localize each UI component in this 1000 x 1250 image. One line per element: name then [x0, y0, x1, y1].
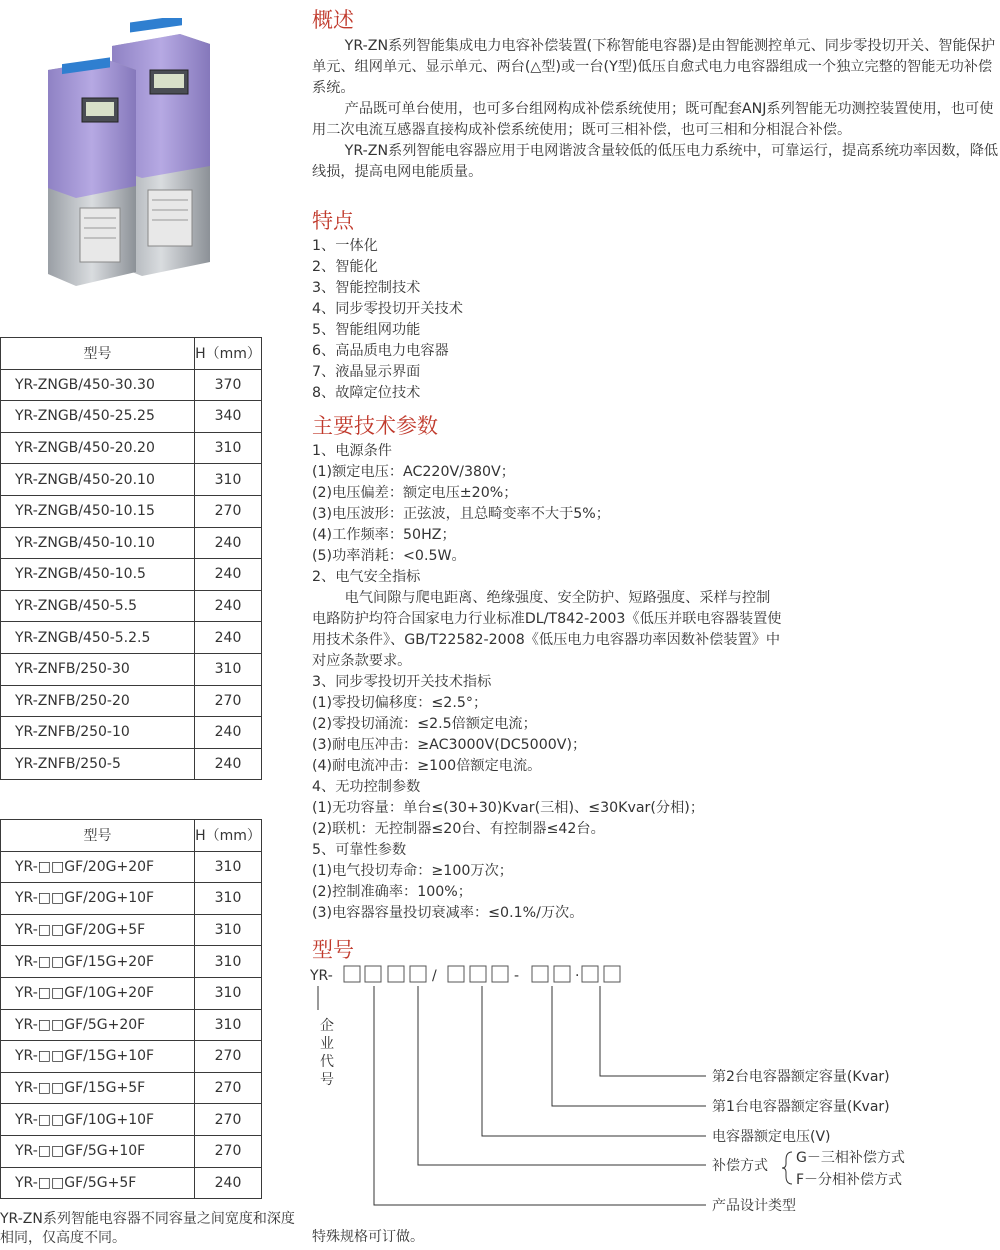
param-line: (2)控制准确率：100%；	[312, 884, 472, 900]
param-line: 用技术条件》、GB/T22582-2008《低压电力电容器功率因数补偿装置》中	[312, 632, 781, 648]
table-row	[1, 914, 262, 946]
height-cell: 270	[195, 685, 262, 717]
leader-line	[600, 986, 706, 1076]
code-box	[604, 966, 620, 982]
code-box	[554, 966, 570, 982]
height-cell: 340	[195, 401, 262, 433]
col-header-height: H（mm）	[195, 338, 262, 370]
heading-features: 特点	[312, 209, 354, 233]
table-row	[1, 1135, 262, 1167]
param-line: 1、电源条件	[312, 443, 392, 459]
company-code-char: 企	[320, 1018, 334, 1034]
param-line: (2)电压偏差：额定电压±20%；	[312, 485, 518, 501]
model-cell: YR-ZNGB/450-25.25	[1, 401, 195, 433]
param-line: (3)电容器容量投切衰减率：≤0.1%/万次。	[312, 905, 584, 921]
height-cell: 310	[195, 432, 262, 464]
col-header-model: 型号	[1, 820, 195, 852]
table-row	[1, 1072, 262, 1104]
model-height-table-2	[0, 819, 262, 1199]
code-box	[344, 966, 360, 982]
height-cell: 240	[195, 622, 262, 654]
code-box	[532, 966, 548, 982]
table-row	[1, 1041, 262, 1073]
param-line: (1)零投切偏移度：≤2.5°；	[312, 695, 488, 711]
company-code-char: 号	[320, 1072, 334, 1088]
model-cell: YR-□□GF/10G+20F	[1, 977, 195, 1009]
param-line: (1)额定电压：AC220V/380V；	[312, 464, 515, 480]
height-cell: 240	[195, 527, 262, 559]
capacitor-product-image	[20, 18, 290, 288]
model-cell: YR-□□GF/20G+10F	[1, 883, 195, 915]
param-line: (4)耐电流冲击：≥100倍额定电流。	[312, 758, 542, 774]
height-cell: 270	[195, 495, 262, 527]
list-item: 5、智能组网功能	[312, 322, 421, 338]
model-cell: YR-ZNFB/250-10	[1, 717, 195, 749]
height-cell: 240	[195, 559, 262, 591]
table-note: YR-ZN系列智能电容器不同容量之间宽度和深度相同，仅高度不同。	[0, 1211, 295, 1246]
table-row	[1, 653, 262, 685]
model-cell: YR-ZNGB/450-10.5	[1, 559, 195, 591]
params-text	[312, 441, 1000, 924]
height-cell: 270	[195, 1135, 262, 1167]
model-cell: YR-ZNGB/450-5.2.5	[1, 622, 195, 654]
table-row	[1, 464, 262, 496]
model-cell: YR-□□GF/15G+20F	[1, 946, 195, 978]
table-row	[1, 1104, 262, 1136]
code-box	[365, 966, 381, 982]
param-line: (4)工作频率：50HZ；	[312, 527, 456, 543]
model-cell: YR-ZNGB/450-10.10	[1, 527, 195, 559]
model-cell: YR-□□GF/20G+5F	[1, 914, 195, 946]
model-slash: /	[432, 968, 437, 984]
leader-line	[374, 986, 706, 1205]
param-line: (3)电压波形：正弦波，且总畸变率不大于5%；	[312, 506, 610, 522]
model-cell: YR-ZNGB/450-10.15	[1, 495, 195, 527]
model-dash: -	[514, 968, 520, 984]
list-item: 1、一体化	[312, 238, 378, 254]
height-cell: 310	[195, 977, 262, 1009]
list-item: 8、故障定位技术	[312, 385, 421, 401]
model-cell: YR-□□GF/10G+10F	[1, 1104, 195, 1136]
model-cell: YR-ZNFB/250-5	[1, 748, 195, 780]
code-box	[492, 966, 508, 982]
list-item: 4、同步零投切开关技术	[312, 301, 463, 317]
height-cell: 240	[195, 1167, 262, 1199]
legend-compensation-mode: 补偿方式	[712, 1158, 768, 1174]
model-cell: YR-□□GF/15G+10F	[1, 1041, 195, 1073]
legend-rated-voltage: 电容器额定电压(V)	[712, 1129, 831, 1145]
overview-paragraph-3: YR-ZN系列智能电容器应用于电网谐波含量较低的低压电力系统中，可靠运行，提高系统功率因数，降低线损，提高电网电能质量。	[312, 143, 999, 180]
table-row	[1, 748, 262, 780]
overview-paragraph-1: YR-ZN系列智能集成电力电容补偿装置(下称智能电容器)是由智能测控单元、同步零投切开关、智能保护单元、组网单元、显示单元、两台(△型)或一台(Y型)低压自愈式电力电容器组成一个独立完整的智能无功补偿系统。	[312, 38, 996, 96]
model-cell: YR-ZNGB/450-20.20	[1, 432, 195, 464]
table-header-row	[1, 338, 262, 370]
heading-model: 型号	[312, 938, 354, 962]
param-line: 对应条款要求。	[312, 653, 412, 669]
param-line: (3)耐电压冲击：≥AC3000V(DC5000V)；	[312, 737, 587, 753]
param-line: 5、可靠性参数	[312, 842, 407, 858]
table-row	[1, 401, 262, 433]
height-cell: 240	[195, 590, 262, 622]
table-header-row	[1, 820, 262, 852]
model-cell: YR-ZNFB/250-30	[1, 653, 195, 685]
height-cell: 310	[195, 946, 262, 978]
leader-line	[552, 986, 706, 1106]
table-row	[1, 883, 262, 915]
special-spec-note: 特殊规格可订做。	[312, 1229, 424, 1245]
leader-line	[482, 986, 706, 1136]
table-row	[1, 622, 262, 654]
table-row	[1, 1009, 262, 1041]
param-line: (1)无功容量：单台≤(30+30)Kvar(三相)、≤30Kvar(分相)；	[312, 800, 705, 816]
model-cell: YR-ZNGB/450-30.30	[1, 369, 195, 401]
param-line: (2)零投切涌流：≤2.5倍额定电流；	[312, 716, 537, 732]
code-box	[582, 966, 598, 982]
param-line: 电路防护均符合国家电力行业标准DL/T842-2003《低压并联电容器装置使	[312, 611, 782, 627]
height-cell: 310	[195, 1009, 262, 1041]
table-row	[1, 432, 262, 464]
overview-text	[312, 36, 1000, 183]
model-cell: YR-ZNGB/450-20.10	[1, 464, 195, 496]
model-height-table-1	[0, 337, 262, 780]
height-cell: 240	[195, 748, 262, 780]
model-prefix: YR-	[310, 968, 333, 984]
height-cell: 310	[195, 851, 262, 883]
table-row	[1, 527, 262, 559]
table-row	[1, 559, 262, 591]
col-header-model: 型号	[1, 338, 195, 370]
code-box	[410, 966, 426, 982]
param-line: 2、电气安全指标	[312, 569, 421, 585]
list-item: 2、智能化	[312, 259, 378, 275]
model-code-diagram	[310, 960, 1000, 1220]
capacitor-unit-front	[48, 57, 136, 286]
param-line: 4、无功控制参数	[312, 779, 421, 795]
height-cell: 310	[195, 914, 262, 946]
table-row	[1, 946, 262, 978]
height-cell: 310	[195, 464, 262, 496]
model-cell: YR-□□GF/5G+5F	[1, 1167, 195, 1199]
table-row	[1, 685, 262, 717]
company-code-char: 业	[320, 1036, 334, 1052]
model-cell: YR-□□GF/5G+10F	[1, 1135, 195, 1167]
table-row	[1, 717, 262, 749]
height-cell: 310	[195, 883, 262, 915]
list-item: 3、智能控制技术	[312, 280, 421, 296]
table-row	[1, 977, 262, 1009]
list-item: 6、高品质电力电容器	[312, 343, 449, 359]
table-row	[1, 851, 262, 883]
brace-icon	[782, 1152, 792, 1184]
param-line: 电气间隙与爬电距离、绝缘强度、安全防护、短路强度、采样与控制	[344, 590, 771, 606]
model-cell: YR-ZNGB/450-5.5	[1, 590, 195, 622]
legend-mode-f: F－分相补偿方式	[796, 1172, 903, 1188]
model-cell: YR-□□GF/5G+20F	[1, 1009, 195, 1041]
table-row	[1, 369, 262, 401]
overview-paragraph-2: 产品既可单台使用，也可多台组网构成补偿系统使用；既可配套ANJ系列智能无功测控装置使用，也可使用二次电流互感器直接构成补偿系统使用；既可三相补偿，也可三相和分相混合补偿。	[312, 101, 994, 138]
height-cell: 270	[195, 1041, 262, 1073]
table-row	[1, 1167, 262, 1199]
model-cell: YR-□□GF/15G+5F	[1, 1072, 195, 1104]
leader-lines	[318, 986, 706, 1205]
height-cell: 270	[195, 1072, 262, 1104]
legend-first-capacity: 第1台电容器额定容量(Kvar)	[712, 1099, 890, 1115]
param-line: 3、同步零投切开关技术指标	[312, 674, 492, 690]
col-header-height: H（mm）	[195, 820, 262, 852]
code-box	[388, 966, 404, 982]
list-item: 7、液晶显示界面	[312, 364, 421, 380]
model-dot: ·	[575, 968, 580, 984]
company-code-char: 代	[320, 1054, 334, 1070]
features-list	[312, 236, 1000, 404]
code-box	[470, 966, 486, 982]
table-row	[1, 495, 262, 527]
model-cell: YR-□□GF/20G+20F	[1, 851, 195, 883]
height-cell: 240	[195, 717, 262, 749]
heading-overview: 概述	[312, 8, 354, 32]
legend-second-capacity: 第2台电容器额定容量(Kvar)	[712, 1069, 890, 1085]
param-line: (2)联机：无控制器≤20台、有控制器≤42台。	[312, 821, 605, 837]
legend-design-type: 产品设计类型	[712, 1198, 796, 1214]
param-line: (5)功率消耗：<0.5W。	[312, 548, 466, 564]
table-row	[1, 590, 262, 622]
height-cell: 370	[195, 369, 262, 401]
height-cell: 270	[195, 1104, 262, 1136]
param-line: (1)电气投切寿命：≥100万次；	[312, 863, 513, 879]
code-box	[448, 966, 464, 982]
model-cell: YR-ZNFB/250-20	[1, 685, 195, 717]
height-cell: 310	[195, 653, 262, 685]
legend-mode-g: G－三相补偿方式	[796, 1150, 905, 1166]
heading-params: 主要技术参数	[312, 414, 438, 438]
